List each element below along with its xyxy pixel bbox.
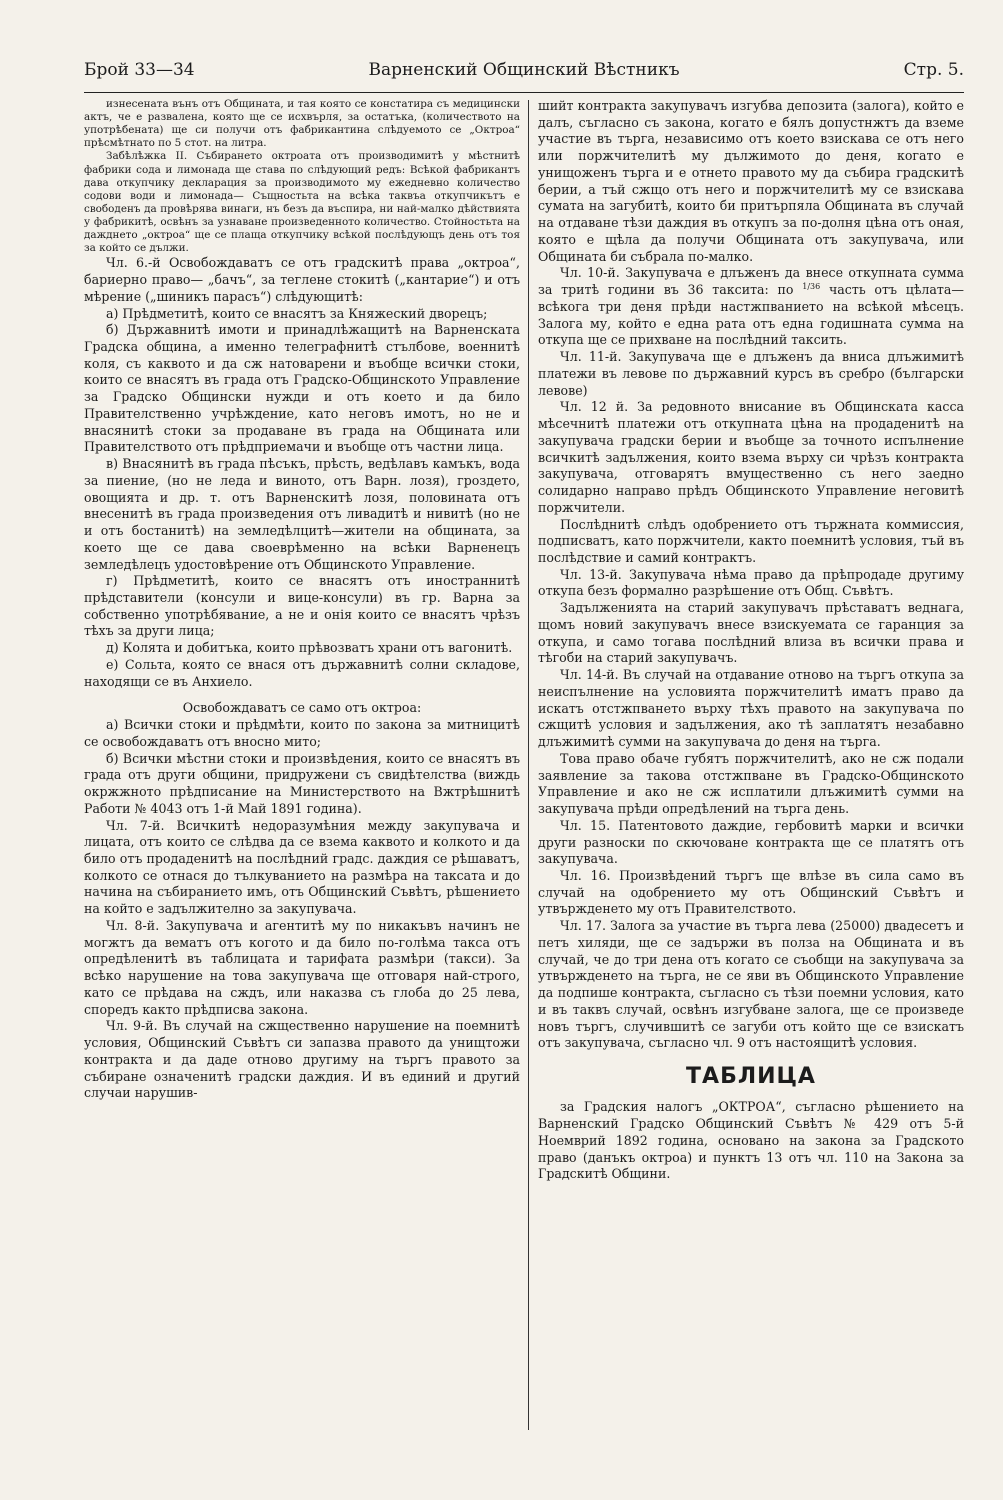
article-12: Чл. 12 й. За редовното внисание въ Общинската касса мѣсечнитѣ платежи отъ откупната цѣна на продаденитѣ на закупувача градски берии и въобще за точното испълнение всичкитѣ задължения, които вземa върху си чрѣзъ контракта закупувача, отговарятъ вмущественно съ него заедно солидарно направо прѣдъ Общинското Управление неговитѣ поржчители.: [538, 399, 964, 515]
article-10: Чл. 10-й. Закупувача е длъженъ да внесе откупната сумма за тритѣ години въ 36 таксита: по $^{1/36}$ часть отъ цѣлата—всѣкога три деня прѣди настжпванието на всѣкой мѣсецъ. Залога му, който е една рата отъ една годишната сумма на откупа ще се прихване на послѣдний таксить.: [538, 265, 964, 348]
sub-item-a: а) Всички стоки и прѣдмѣти, които по закона за митницитѣ се освобождаватъ отъ вносно мито;: [84, 717, 520, 749]
article-14: Чл. 14-й. Въ случай на отдавание отново на търгъ откупа за неиспълнение на условията поржчителитѣ иматъ право да искатъ отстжпването върху тѣхъ правото на закупувача по сжщитѣ условия и задължения, ако тѣ заплатятъ незабавно длъжимитѣ сумми на закупувача до деня на търга.: [538, 667, 964, 750]
article-16: Чл. 16. Произвѣдений търгъ ще влѣзе въ сила само въ случай на одобрението му отъ Общинский Съвѣтъ и утвържденето му отъ Правителството.: [538, 867, 964, 917]
subheading-octroi-only: Освобождаватъ се само отъ октроа:: [182, 700, 422, 716]
article-11: Чл. 11-й. Закупувача ще е длъженъ да вниса длъжимитѣ платежи въ левове по държавний курсъ въ сребро (български левове): [538, 349, 964, 398]
left-column: [84, 98, 520, 1102]
right-loss-paragraph: Това право обаче губятъ поржчителитѣ, ако не сж подали заявление за такова отстжпване въ Градско-Общинското Управление и ако не сж исплатили длъжимитѣ сумми на закупувача прѣди опредѣлений на търга день.: [538, 750, 964, 817]
article-7: Чл. 7-й. Всичкитѣ недоразумѣния между закупувача и лицата, отъ които се слѣдва да се взема каквото и колкото и да било отъ продаденитѣ на послѣдний градс. даждия се рѣшаватъ, колкото се отнася до тълкуванието на размѣра на таксата и до начина на събиранието имъ, отъ Общинский Съвѣтъ, рѣшението на който е задължително за закупувача.: [84, 817, 520, 917]
article-9: Чл. 9-й. Въ случай на сжщественно нарушение на поемнитѣ условия, Общинский Съвѣтъ си запазва правото да унищтожи контракта и да даде отново другиму на търгъ правото за събиране означенитѣ градски даждия. И въ единий и другий случаи нарушив-: [84, 1018, 520, 1101]
paragraph-continuation-right: шийт контракта закупувачъ изгубва депозита (залога), който е далъ, съгласно съ закона, когато е бялъ допустнжтъ да вземе участие въ търга, независимо отъ което взискава се отъ него или поржчителитѣ му дължимото до деня, когато е унищоженъ търга и е отнето правото му да събира градскитѣ берии, а тъй сжщо отъ него и поржчителитѣ му се взискава сумата на загубитѣ, които би притърпяла Общината въ случай на отдаване тѣзи даждия въ откупъ за по-долня цѣна отъ оная, която е щѣла да получи Общината отъ закупувача, или Общината би събрала по-малко.: [538, 98, 964, 264]
paragraph-continuation: изнесената вънъ отъ Общината, и тая която се констатира съ медицински актъ, че е развалена, която ще се исхвърля, за остатъка, (количеството на употрѣбената) ще си получи отъ фабрикантина слѣдуемото се „Октроа“ прѣсмѣтнато по 5 стот. на литра.: [84, 98, 520, 150]
issue-number: Брой 33—34: [84, 60, 195, 80]
newspaper-title: Варненский Общинский Вѣстникъ: [368, 60, 680, 80]
article-8: Чл. 8-й. Закупувача и агентитѣ му по никакъвъ начинъ не могжтъ да вематъ отъ когото и да било по-голѣма такса отъ опредѣленитѣ въ таблицата и тарифата размѣри (такси). За всѣко нарушение на това закупувача ще отговаря най-строго, като се прѣдава на сждъ, или наказва съ глоба до 25 лева, споредъ както прѣдписва закона.: [84, 917, 520, 1017]
note-ii: Забѣлѣжка II. Събирането октроата отъ производимитѣ у мѣстнитѣ фабрики сода и лимонада ще става по слѣдующий редъ: Всѣкой фабрикантъ дава откупчику декларация за производимото му ежедневно количество содови води и лимонада— Същностьта на всѣка таквъа откупчикътъ е свободенъ да провѣрява винаги, нъ безъ да въспира, ни най-малко дѣйствията у фабрикитѣ, освѣнъ за узнаване произведенното количество. Стойностьта на дажднето „октроа“ ще се плаща откупчику всѣкой послѣдующъ день отъ тоя за който се дължи.: [84, 150, 520, 255]
right-column: [538, 98, 964, 1183]
item-b: б) Държавнитѣ имоти и принадлѣжащитѣ на Варненската Градска община, а именно телеграфнитѣ стълбове, военнитѣ коля, съ каквото и да сж натоварени и въобще всички стоки, които се внасятъ въ града отъ Градско-Общинското Управление за Градско Общински нужди и отъ което и да било Правителственно учрѣждение, като неговъ имотъ, но не и внасянитѣ стоки за продаване въ града на Общината или Правителството отъ прѣдприемачи и въобще отъ частни лица.: [84, 322, 520, 455]
column-divider: [528, 100, 529, 1430]
article-15: Чл. 15. Патентовото даждие, гербовитѣ марки и всички други разноски по скючоване контракта ще се платятъ отъ закупувача.: [538, 817, 964, 867]
article-6: Чл. 6.-й Освобождаватъ се отъ градскитѣ права „октроа“, бариерно право— „бачъ“, за теглене стокитѣ („кантарие“) и отъ мѣрение („шиникъ парасъ“) слѣдующитѣ:: [84, 255, 520, 304]
article-13: Чл. 13-й. Закупувача нѣма право да прѣпродаде другиму откупа безъ формално разрѣшение отъ Общ. Съвѣтъ.: [538, 566, 964, 599]
table-description: за Градския налогъ „ОКТРОА“, съгласно рѣшението на Варненский Градско Общинский Съвѣтъ № 429 отъ 5-й Ноемврий 1892 година, основано на закона за Градското право (данъкъ октроа) и пунктъ 13 отъ чл. 110 на Закона за Градскитѣ Общини.: [538, 1099, 964, 1182]
fraction: 1/36: [802, 282, 821, 292]
item-e: е) Сольта, която се внася отъ държавнитѣ солни складове, находящи се въ Анхиело.: [84, 656, 520, 689]
sub-item-b: б) Всички мѣстни стоки и произвѣдения, които се внасятъ въ града отъ други общини, придружени съ свидѣтелства (виждь окржжното прѣдписание на Министерството на Вжтрѣшнитѣ Работи № 4043 отъ 1-й Май 1891 година).: [84, 750, 520, 816]
table-heading: ТАБЛИЦА: [686, 1064, 816, 1090]
obligations-paragraph: Задълженията на старий закупувачъ прѣставатъ веднага, щомъ новий закупувачъ внесе взискуемата се гаранция за откупа, и само тогава послѣдний влиза въ всички права и тѣгоби на старий закупувачъ.: [538, 600, 964, 666]
header-rule: [84, 92, 964, 93]
item-g: г) Прѣдметитѣ, които се внасятъ отъ иностраннитѣ прѣдставители (консули и вице-консули) въ гр. Варна за собственно употрѣбявание, а не и онія които се внасятъ чрѣзъ тѣхъ за други лица;: [84, 573, 520, 639]
item-d: д) Колята и добитъка, които прѣвозватъ храни отъ вагонитѣ.: [106, 640, 513, 656]
page-number: Стр. 5.: [903, 60, 964, 80]
item-v: в) Внасянитѣ въ града пѣсъкъ, прѣсть, ведѣлавъ камъкъ, вода за пиение, (но не леда и виното, отъ Варн. лозя), гроздето, овощията и др. т. отъ Варненскитѣ лозя, половината отъ внесенитѣ въ града произведения отъ ливадитѣ и нивитѣ (но не и отъ бостанитѣ) на земледѣлцитѣ—жители на общината, за което ще се дава своеврѣменно на всѣки Варненецъ земледѣлецъ удостовѣрение отъ Общинското Управление.: [84, 456, 520, 572]
article-17: Чл. 17. Залога за участие въ търга лева (25000) двадесетъ и петъ хиляди, ще се задържи въ полза на Общината и въ случай, че до три дена отъ когато се съобщи на закупувача за утвържденето на търга, не се яви въ Общинското Управление да подпише контракта, съгласно съ тѣзи поемни условия, като и въ таквъ случай, освѣнъ изгубване залога, ще се произведе новъ търгъ, случившитѣ се загуби отъ който ще се взискатъ отъ закупувача, съгласно чл. 9 отъ настоящитѣ условия.: [538, 918, 964, 1051]
guarantors-paragraph: Послѣднитѣ слѣдъ одобрението отъ тържната коммиссия, подписватъ, като поржчители, както поемнитѣ условия, тъй въ послѣдствие и самий контрактъ.: [538, 516, 964, 566]
page-header: [84, 60, 964, 84]
item-a: а) Прѣдметитѣ, които се внасятъ за Княжеский дворецъ;: [106, 305, 488, 321]
